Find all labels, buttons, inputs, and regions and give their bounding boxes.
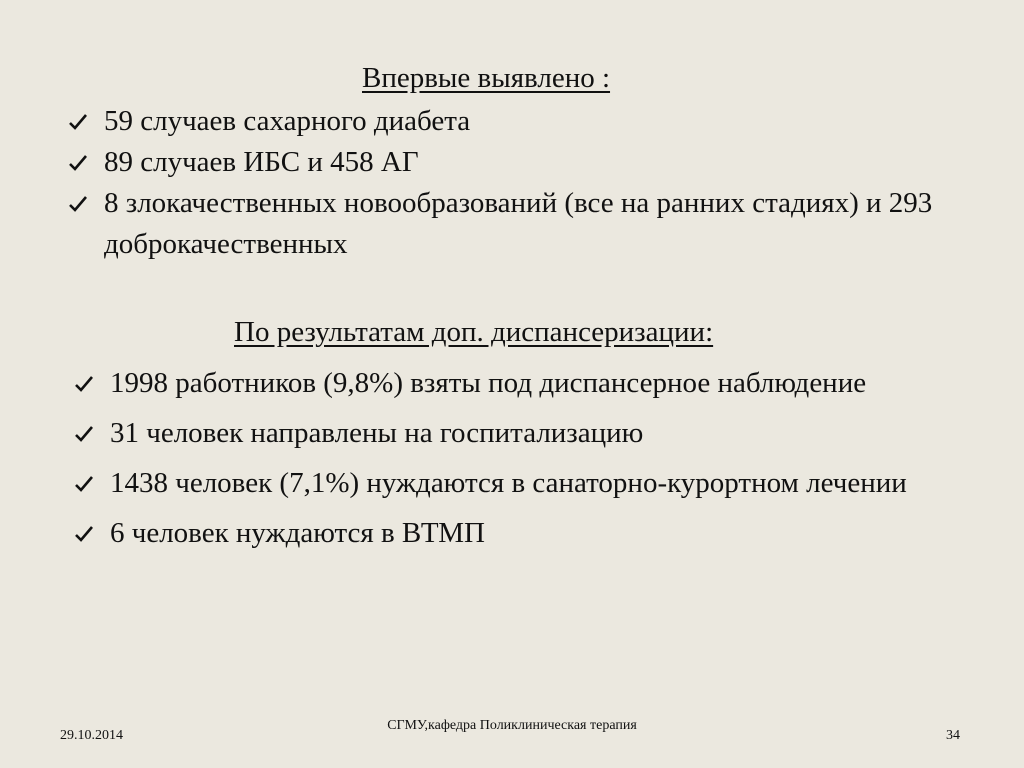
page-number: 34 [946,728,960,743]
list-item [72,413,972,453]
list-item [72,513,972,553]
section2-heading: По результатам доп. диспансеризации: [234,316,714,348]
list-item [66,101,966,142]
section2-list [72,363,972,563]
list-item-text: 31 человек направлены на госпитализацию [110,417,644,449]
footer-date: 29.10.2014 [60,728,123,743]
list-item [72,363,972,403]
section1-list [66,101,966,265]
list-item-text: 8 злокачественных новообразований (все на ранних стадиях) и 293 доброкачественных [104,187,933,260]
list-item-text: 59 случаев сахарного диабета [104,105,471,137]
section1-heading: Впервые выявлено : [362,62,611,94]
list-item-text: 1998 работников (9,8%) взяты под диспансерное наблюдение [110,367,867,399]
checkmark-icon [72,513,96,554]
list-item-text: 1438 человек (7,1%) нуждаются в санаторно-курортном лечении [110,467,907,499]
list-item [72,463,972,503]
checkmark-icon [72,413,96,454]
list-item-text: 89 случаев ИБС и 458 АГ [104,146,419,178]
footer-department: СГМУ,кафедра Поликлиническая терапия [387,718,637,733]
checkmark-icon [66,183,90,224]
checkmark-icon [72,463,96,504]
list-item [66,142,966,183]
checkmark-icon [72,363,96,404]
list-item-text: 6 человек нуждаются в ВТМП [110,517,485,549]
checkmark-icon [66,101,90,142]
checkmark-icon [66,142,90,183]
list-item [66,183,966,265]
